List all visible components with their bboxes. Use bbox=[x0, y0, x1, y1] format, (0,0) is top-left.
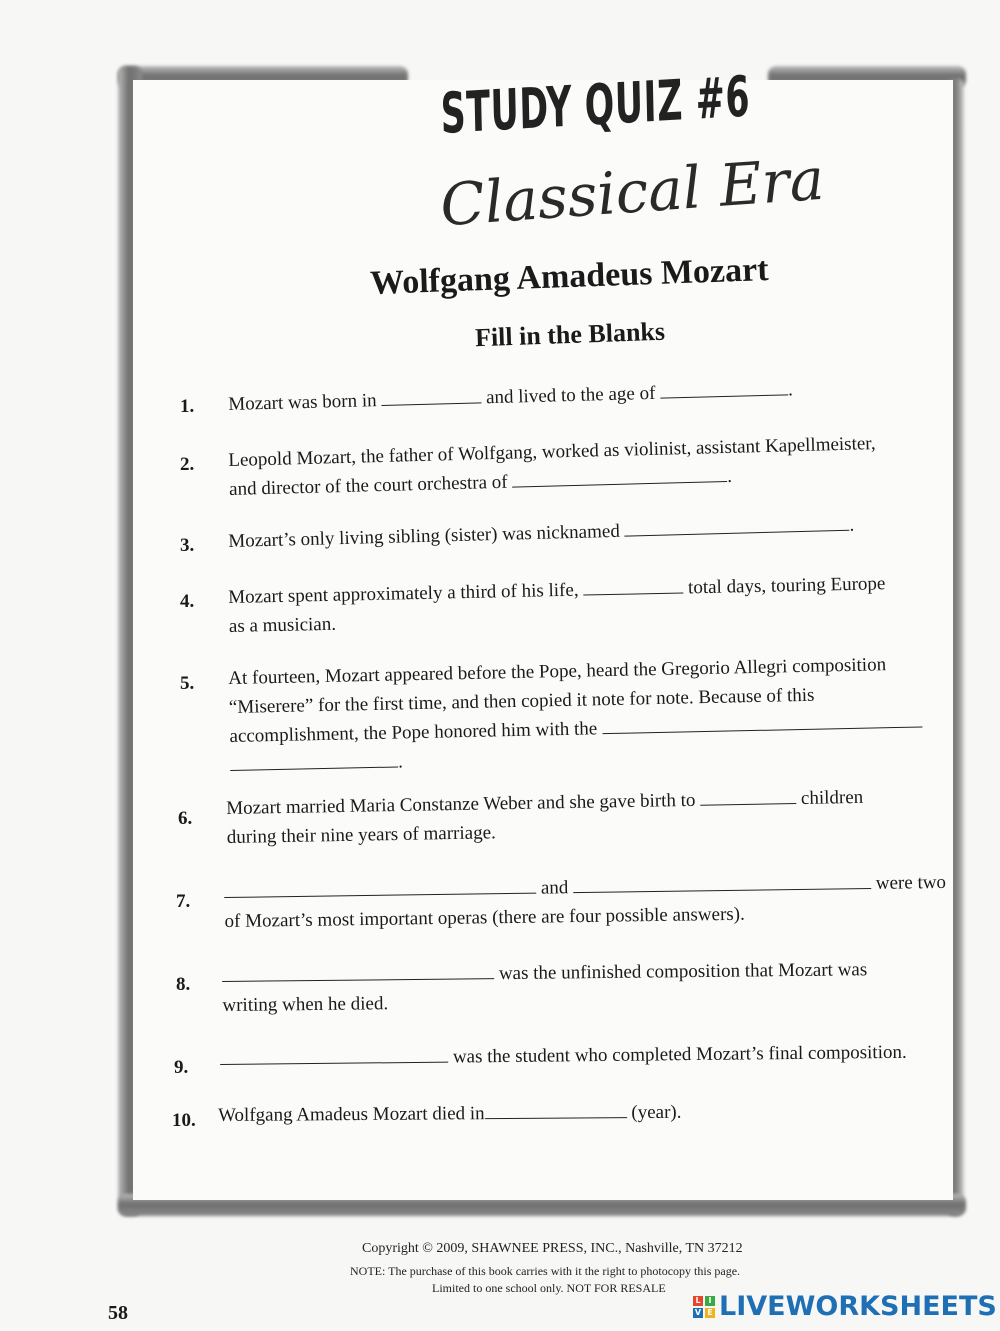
question-6 bbox=[226, 783, 864, 852]
resale-note: Limited to one school only. NOT FOR RESALE bbox=[432, 1281, 666, 1295]
logo-letter: E bbox=[705, 1308, 715, 1318]
answer-blank-2[interactable] bbox=[512, 463, 727, 488]
answer-blank-6[interactable] bbox=[700, 785, 796, 806]
logo-letter: I bbox=[705, 1296, 715, 1306]
answer-blank-1a[interactable] bbox=[381, 384, 481, 406]
question-text: of Mozart’s most important operas (there are four possible answers). bbox=[224, 903, 745, 932]
question-text: writing when he died. bbox=[222, 993, 389, 1016]
question-text: Wolfgang Amadeus Mozart died in bbox=[218, 1103, 485, 1126]
question-text: as a musician. bbox=[228, 613, 337, 637]
liveworksheets-logo[interactable] bbox=[693, 1291, 997, 1322]
answer-blank-9[interactable] bbox=[220, 1044, 448, 1065]
question-text: . bbox=[787, 379, 794, 401]
answer-blank-7a[interactable] bbox=[224, 875, 536, 898]
answer-blank-8[interactable] bbox=[222, 960, 494, 982]
question-text: and director of the court orchestra of bbox=[228, 471, 508, 500]
question-text: . bbox=[726, 465, 733, 487]
question-number: 1. bbox=[180, 396, 195, 417]
question-10 bbox=[218, 1098, 682, 1130]
question-text: children bbox=[800, 786, 864, 809]
question-5 bbox=[228, 649, 923, 779]
question-text: Mozart spent approximately a third of his life, bbox=[228, 579, 579, 608]
answer-blank-1b[interactable] bbox=[660, 376, 788, 398]
question-text: Mozart was born in bbox=[228, 390, 377, 415]
logo-letter: L bbox=[693, 1296, 703, 1306]
question-number: 10. bbox=[172, 1110, 196, 1131]
answer-blank-7b[interactable] bbox=[573, 870, 871, 893]
page-number: 58 bbox=[108, 1302, 128, 1324]
question-text: . bbox=[849, 514, 855, 536]
photocopy-note: NOTE: The purchase of this book carries with it the right to photocopy this page. bbox=[350, 1264, 741, 1278]
question-number: 5. bbox=[180, 673, 195, 694]
question-text: At fourteen, Mozart appeared before the Pope, heard the Gregorio Allegri composition bbox=[228, 654, 887, 689]
question-text: Mozart’s only living sibling (sister) was nicknamed bbox=[228, 520, 621, 552]
question-number: 8. bbox=[176, 974, 191, 995]
question-number: 2. bbox=[180, 454, 195, 475]
question-text: were two bbox=[875, 871, 947, 894]
question-text: total days, touring Europe bbox=[687, 573, 886, 599]
question-number: 9. bbox=[174, 1057, 189, 1078]
question-7 bbox=[224, 868, 947, 936]
question-number: 4. bbox=[180, 591, 195, 612]
question-number: 6. bbox=[178, 808, 193, 829]
question-text: and lived to the age of bbox=[485, 382, 656, 409]
question-text: “Miserere” for the first time, and then copied it note for note. Because of this bbox=[228, 684, 815, 718]
question-text: accomplishment, the Pope honored him with the bbox=[229, 718, 598, 747]
question-text: . bbox=[397, 751, 404, 773]
section-heading: Fill in the Blanks bbox=[474, 316, 666, 353]
brand-name: LIVEWORKSHEETS bbox=[719, 1291, 997, 1322]
quiz-title: STUDY QUIZ #6 bbox=[440, 64, 751, 147]
question-text: Mozart married Maria Constanze Weber and she gave birth to bbox=[226, 789, 696, 819]
question-text: (year). bbox=[631, 1101, 682, 1124]
question-text: was the unfinished composition that Mozart was bbox=[498, 959, 868, 985]
liveworksheets-mark-icon bbox=[693, 1296, 715, 1318]
question-text: Leopold Mozart, the father of Wolfgang, worked as violinist, assistant Kapellmeister, bbox=[228, 433, 876, 471]
question-number: 7. bbox=[176, 891, 191, 912]
copyright-line: Copyright © 2009, SHAWNEE PRESS, INC., Nashville, TN 37212 bbox=[362, 1241, 743, 1256]
answer-blank-3[interactable] bbox=[624, 512, 849, 537]
question-text: and bbox=[540, 877, 569, 899]
quiz-subtitle: Classical Era bbox=[438, 144, 827, 240]
question-text: during their nine years of marriage. bbox=[226, 822, 496, 848]
answer-blank-10[interactable] bbox=[485, 1099, 627, 1119]
answer-blank-4[interactable] bbox=[583, 574, 683, 595]
question-8 bbox=[222, 955, 868, 1020]
composer-heading: Wolfgang Amadeus Mozart bbox=[369, 251, 770, 302]
answer-blank-5b[interactable] bbox=[230, 748, 398, 771]
logo-letter: V bbox=[694, 1307, 702, 1317]
question-text: was the student who completed Mozart’s final composition. bbox=[452, 1041, 907, 1068]
answer-blank-5a[interactable] bbox=[602, 708, 922, 734]
question-number: 3. bbox=[180, 535, 195, 556]
